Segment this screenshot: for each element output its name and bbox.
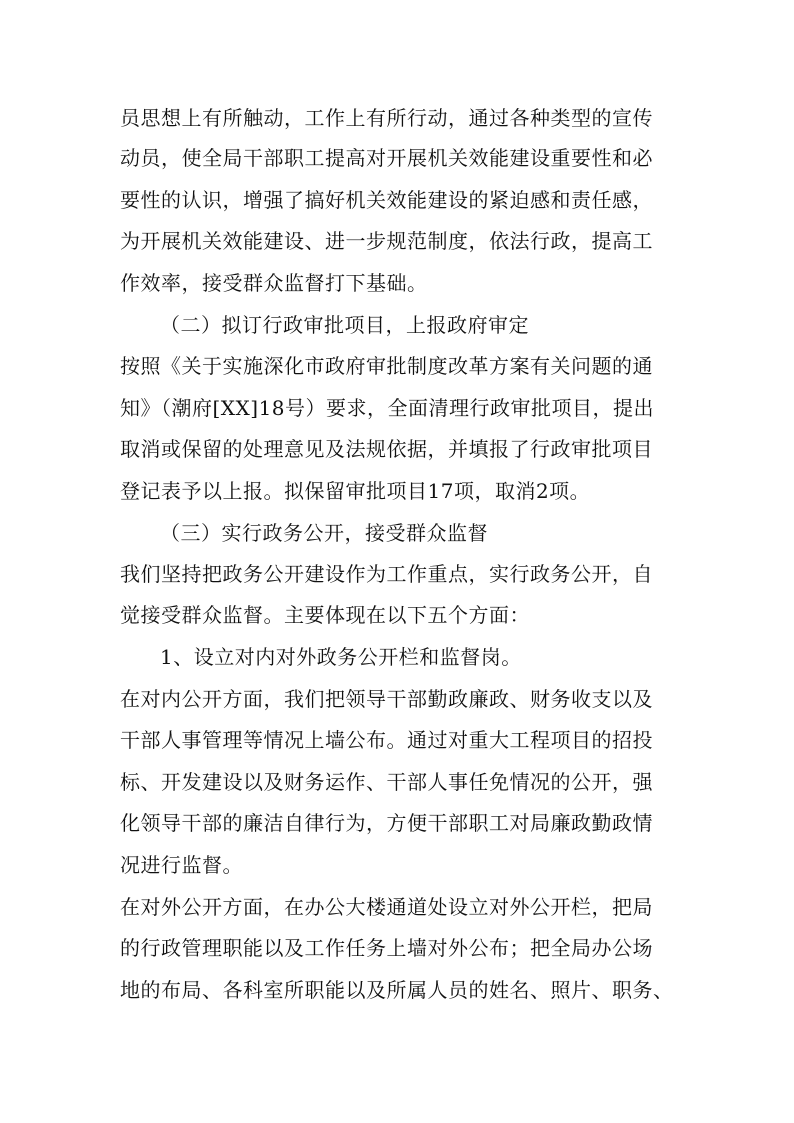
body-text-line: 觉接受群众监督。主要体现在以下五个方面：: [120, 603, 530, 627]
body-text-line: 为开展机关效能建设、进一步规范制度，依法行政，提高工: [120, 229, 653, 253]
body-text-line: 干部人事管理等情况上墙公布。通过对重大工程项目的招投: [120, 728, 653, 752]
body-text-line: 我们坚持把政务公开建设作为工作重点，实行政务公开，自: [120, 562, 653, 586]
section-heading: （二）拟订行政审批项目，上报政府审定: [160, 313, 529, 337]
body-text-line: 化领导干部的廉洁自律行为，方便干部职工对局廉政勤政情: [120, 811, 653, 835]
body-text-line: 在对外公开方面，在办公大楼通道处设立对外公开栏，把局: [120, 895, 653, 919]
body-text-line: 按照《关于实施深化市政府审批制度改革方案有关问题的通: [120, 354, 653, 378]
body-text-line: 在对内公开方面，我们把领导干部勤政廉政、财务收支以及: [120, 687, 653, 711]
body-text-line: 动员，使全局干部职工提高对开展机关效能建设重要性和必: [120, 146, 653, 170]
body-text-line: 取消或保留的处理意见及法规依据，并填报了行政审批项目: [120, 437, 653, 461]
body-text-line: 知》（潮府[XX]18号）要求，全面清理行政审批项目，提出: [120, 396, 655, 420]
body-text-line: 况进行监督。: [120, 853, 243, 877]
body-text-line: 要性的认识，增强了搞好机关效能建设的紧迫感和责任感，: [120, 188, 653, 212]
body-text-line: 地的布局、各科室所职能以及所属人员的姓名、照片、职务、: [120, 978, 674, 1002]
body-text-line: 的行政管理职能以及工作任务上墙对外公布；把全局办公场: [120, 936, 653, 960]
body-text-line: 登记表予以上报。拟保留审批项目17项，取消2项。: [120, 479, 591, 503]
section-heading: （三）实行政务公开，接受群众监督: [160, 521, 488, 545]
body-text-line: 作效率，接受群众监督打下基础。: [120, 271, 428, 295]
body-text-line: 员思想上有所触动，工作上有所行动，通过各种类型的宣传: [120, 106, 653, 130]
subsection-heading: 1、设立对内对外政务公开栏和监督岗。: [160, 645, 522, 669]
body-text-line: 标、开发建设以及财务运作、干部人事任免情况的公开，强: [120, 770, 653, 794]
